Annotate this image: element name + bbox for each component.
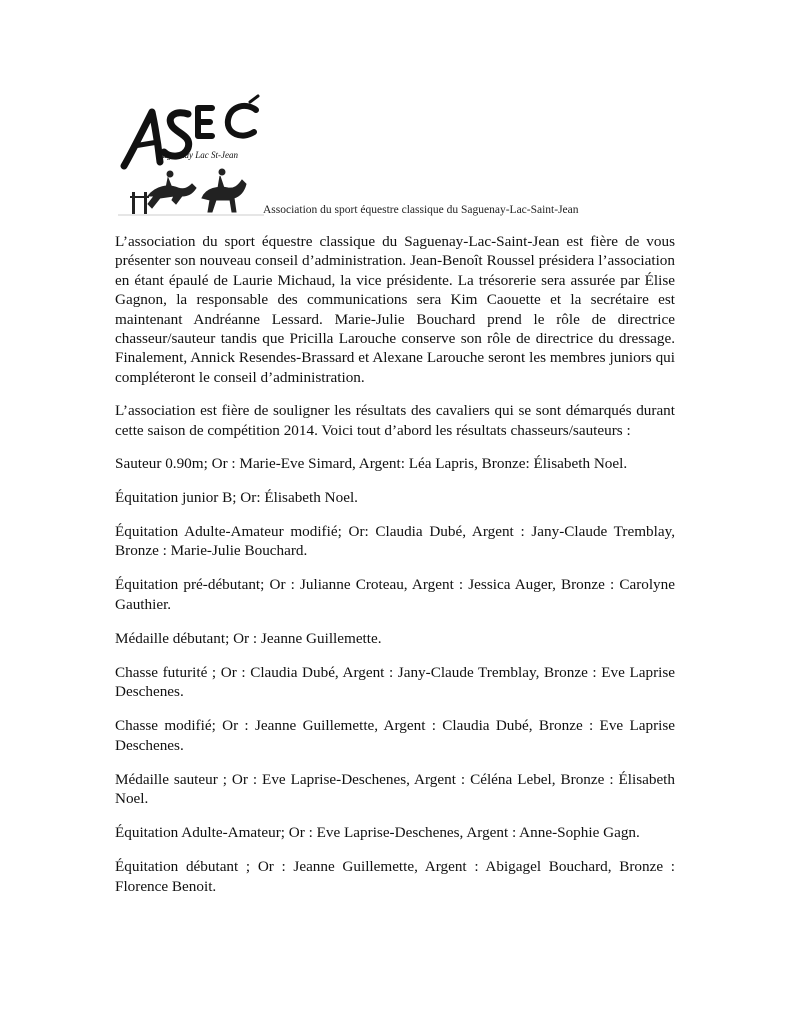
result-item: Équitation pré-débutant; Or : Julianne Croteau, Argent : Jessica Auger, Bronze : Carolyne Gauthier.	[115, 576, 675, 613]
result-item: Médaille sauteur ; Or : Eve Laprise-Deschenes, Argent : Céléna Lebel, Bronze : Élisabeth Noel.	[115, 770, 675, 808]
association-caption: Association du sport équestre classique du Saguenay-Lac-Saint-Jean	[263, 204, 579, 216]
result-item: Équitation Adulte-Amateur; Or : Eve Laprise-Deschenes, Argent : Anne-Sophie Gagn.	[115, 824, 640, 842]
result-item: Équitation Adulte-Amateur modifié; Or: Claudia Dubé, Argent : Jany-Claude Tremblay, Bronze : Marie-Julie Bouchard.	[115, 523, 675, 560]
result-item: Équitation junior B; Or: Élisabeth Noel.	[115, 489, 358, 507]
intro-paragraph: L’association du sport équestre classique du Saguenay-Lac-Saint-Jean est fière de vous présenter son nouveau conseil d’administration. Jean-Benoît Roussel présidera l’association en étant épaulé de Laurie Michaud, la vice présidente. La trésorerie sera assurée par Élise Gagnon, la responsable des communications sera Kim Caouette et la secrétaire est maintenant Andréanne Lessard. Marie-Julie Bouchard prend le rôle de directrice chasseur/sauteur tandis que Pricilla Larouche conserve son rôle de directrice du dressage. Finalement, Annick Resendes-Brassard et Alexane Larouche seront les membres juniors qui compléteront le conseil d’administration.	[115, 233, 675, 386]
logo-subtitle: Saguenay Lac St-Jean	[158, 150, 238, 160]
results-intro-paragraph: L’association est fière de souligner les résultats des cavaliers qui se sont démarqués durant cette saison de compétition 2014. Voici tout d’abord les résultats chasseurs/sauteurs :	[115, 402, 675, 439]
horse-riders-logo	[118, 92, 264, 216]
result-item: Sauteur 0.90m; Or : Marie-Eve Simard, Argent: Léa Lapris, Bronze: Élisabeth Noel.	[115, 455, 628, 473]
result-item: Équitation débutant ; Or : Jeanne Guillemette, Argent : Abigagel Bouchard, Bronze : Florence Benoit.	[115, 858, 675, 895]
result-item: Médaille débutant; Or : Jeanne Guillemette.	[115, 629, 382, 647]
document-body	[115, 232, 675, 911]
result-item: Chasse modifié; Or : Jeanne Guillemette, Argent : Claudia Dubé, Bronze : Eve Laprise Deschenes.	[115, 717, 675, 754]
result-item: Chasse futurité ; Or : Claudia Dubé, Argent : Jany-Claude Tremblay, Bronze : Eve Laprise Deschenes.	[115, 663, 675, 701]
